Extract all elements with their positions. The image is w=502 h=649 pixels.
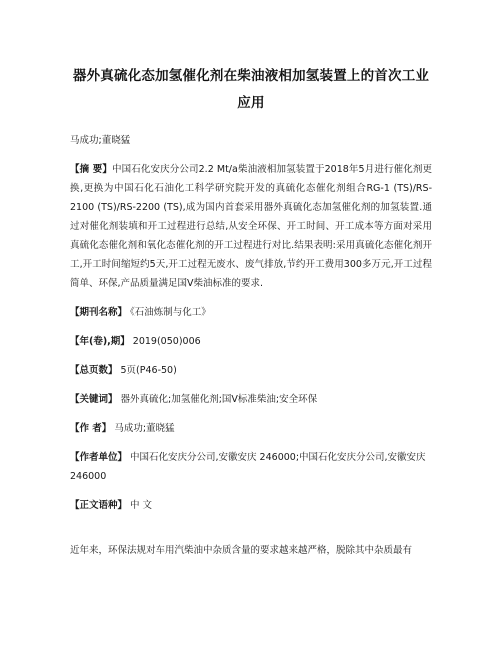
field-label: 【总页数】 <box>70 365 118 376</box>
field-authors <box>70 419 432 438</box>
abstract-text: 中国石化安庆分公司2.2 Mt/a柴油液相加氢装置于2018年5月进行催化剂更换,更换为中国石化石油化工科学研究院开发的真硫化态催化剂组合RG-1 (TS)/RS-2100 (TS)/RS-2200 (TS),成为国内首套采用器外真硫化态加氢催化剂的加氢装置.通过对催化剂装填和开工过程进行总结,从安全环保、开工时间、开工成本等方面对采用真硫化态催化剂和氧化态催化剂的开工过程进行对比.结果表明:采用真硫化态催化剂开工,开工时间缩短约5天,开工过程无废水、废气排放,节约开工费用300多万元,开工过程简单、环保,产品质量满足国Ⅴ柴油标准的要求. <box>70 164 433 289</box>
field-value: 中国石化安庆分公司,安徽安庆 246000;中国石化安庆分公司,安徽安庆 246000 <box>70 452 426 482</box>
field-label: 【作 者】 <box>70 423 112 434</box>
field-value: 5页(P46-50) <box>120 365 177 376</box>
abstract-block <box>70 160 432 293</box>
field-label: 【作者单位】 <box>70 452 128 463</box>
field-journal-name <box>70 303 432 322</box>
field-label: 【关键词】 <box>70 394 118 405</box>
body-text-start: 近年来，环保法规对车用汽柴油中杂质含量的要求越来越严格，脱除其中杂质最有 <box>70 545 413 556</box>
field-value: 《石油炼制与化工》 <box>130 307 211 318</box>
abstract-label: 【摘 要】 <box>70 164 112 175</box>
field-language <box>70 496 432 515</box>
field-label: 【期刊名称】 <box>70 307 128 318</box>
authors-line: 马成功;董晓猛 <box>70 135 131 146</box>
field-value: 中 文 <box>130 500 153 511</box>
field-value: 马成功;董晓猛 <box>114 423 175 434</box>
field-label: 【年(卷),期】 <box>70 336 130 347</box>
field-year-volume-issue <box>70 332 432 351</box>
field-label: 【正文语种】 <box>70 500 128 511</box>
field-total-pages <box>70 361 432 380</box>
field-author-affiliation <box>70 448 432 486</box>
field-value: 2019(050)006 <box>132 336 201 347</box>
field-keywords <box>70 390 432 409</box>
document-title: 器外真硫化态加氢催化剂在柴油液相加氢装置上的首次工业应用 <box>72 68 430 111</box>
field-value: 器外真硫化;加氢催化剂;国Ⅴ标准柴油;安全环保 <box>120 394 318 405</box>
